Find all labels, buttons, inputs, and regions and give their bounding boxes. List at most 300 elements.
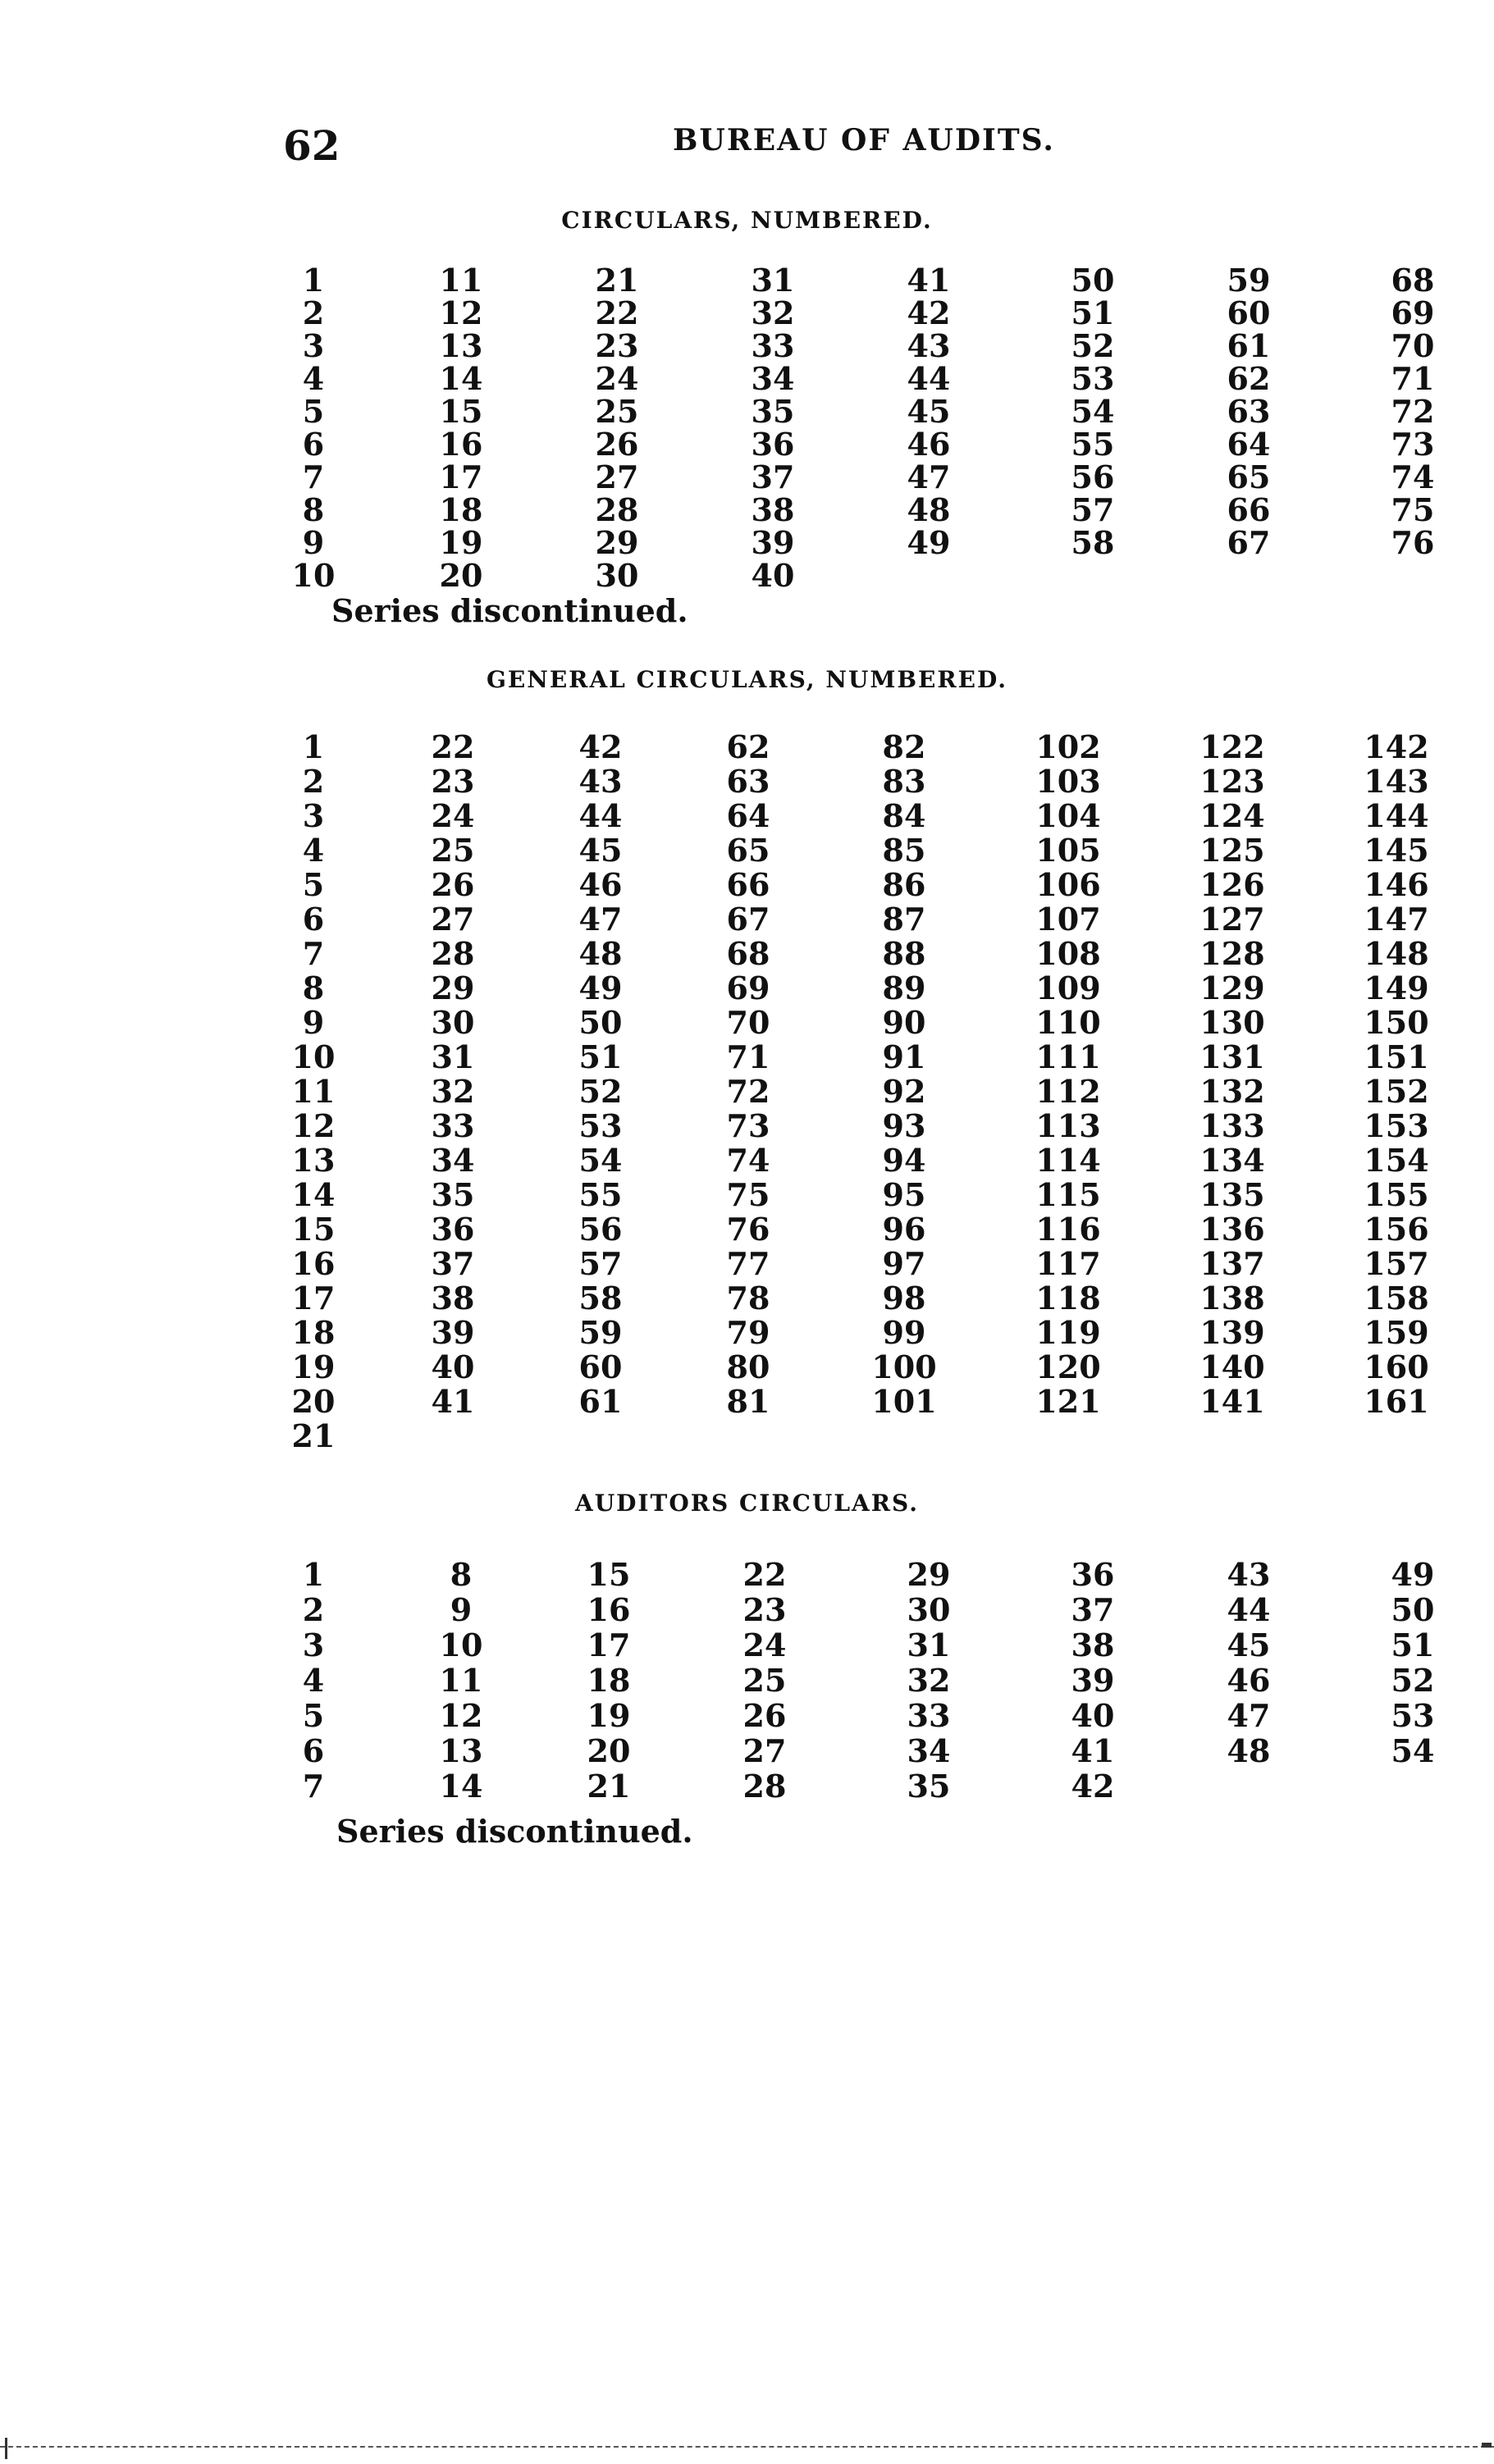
circular-number: 45 (578, 832, 623, 869)
circular-number: 17 (291, 1280, 336, 1316)
circular-number: 154 (1364, 1142, 1429, 1179)
circular-number: 83 (882, 763, 926, 800)
circular-number: 71 (1391, 360, 1435, 397)
circular-number: 16 (587, 1591, 631, 1628)
circular-number: 36 (1071, 1556, 1115, 1593)
circular-number: 18 (439, 491, 483, 528)
circular-number: 95 (882, 1176, 926, 1213)
circular-number: 136 (1199, 1211, 1265, 1248)
circular-number: 56 (1071, 459, 1115, 495)
series-discontinued-note: Series discontinued. (336, 1813, 693, 1850)
circular-number: 110 (1035, 1004, 1101, 1041)
circular-number: 17 (587, 1627, 631, 1663)
circular-number: 8 (302, 970, 325, 1006)
circular-number: 40 (1071, 1697, 1115, 1734)
circular-number: 33 (431, 1107, 475, 1144)
circular-number: 15 (587, 1556, 631, 1593)
circular-number: 41 (431, 1383, 475, 1420)
circular-number: 157 (1364, 1245, 1429, 1282)
circular-number: 42 (907, 294, 951, 331)
circular-number: 29 (595, 524, 639, 561)
circular-number: 10 (291, 1038, 336, 1075)
circular-number: 128 (1199, 935, 1265, 972)
circular-number: 38 (1071, 1627, 1115, 1663)
circular-number: 56 (578, 1211, 623, 1248)
number-column (691, 730, 806, 1419)
circular-number: 60 (578, 1348, 623, 1385)
circular-number: 1 (302, 728, 325, 765)
circular-number: 87 (882, 901, 926, 938)
circular-number: 35 (751, 393, 795, 430)
circular-number: 68 (1391, 262, 1435, 299)
circular-number: 14 (439, 360, 483, 397)
circular-number: 29 (431, 970, 475, 1006)
circular-number: 155 (1364, 1176, 1429, 1213)
page-number: 62 (283, 121, 340, 170)
circular-number: 112 (1035, 1073, 1101, 1110)
circular-number: 20 (439, 557, 483, 594)
circular-number: 21 (587, 1768, 631, 1805)
number-column (1175, 730, 1290, 1419)
circular-number: 62 (1227, 360, 1271, 397)
circular-number: 105 (1035, 832, 1101, 869)
circular-number: 25 (595, 393, 639, 430)
circular-number: 79 (726, 1314, 770, 1351)
circular-number: 5 (302, 1697, 325, 1734)
circular-number: 130 (1199, 1004, 1265, 1041)
circular-number: 124 (1199, 797, 1265, 834)
circular-number: 19 (587, 1697, 631, 1734)
circular-number: 143 (1364, 763, 1429, 800)
circular-number: 48 (1227, 1732, 1271, 1769)
circular-number: 68 (726, 935, 770, 972)
circular-number: 102 (1035, 728, 1101, 765)
circular-number: 63 (726, 763, 770, 800)
circular-number: 22 (595, 294, 639, 331)
circular-number: 43 (907, 327, 951, 364)
circular-number: 27 (742, 1732, 787, 1769)
circular-number: 106 (1035, 866, 1101, 903)
circular-number: 28 (595, 491, 639, 528)
circular-number: 49 (1391, 1556, 1435, 1593)
number-column (395, 730, 510, 1419)
circular-number: 44 (907, 360, 951, 397)
circular-number: 3 (302, 327, 325, 364)
circular-number: 51 (1391, 1627, 1435, 1663)
number-column (256, 1557, 371, 1804)
circular-number: 54 (1391, 1732, 1435, 1769)
circular-number: 47 (578, 901, 623, 938)
circular-number: 13 (291, 1142, 336, 1179)
circular-number: 27 (431, 901, 475, 938)
circular-number: 120 (1035, 1348, 1101, 1385)
circular-number: 11 (439, 262, 483, 299)
circular-number: 34 (907, 1732, 951, 1769)
circular-number: 66 (726, 866, 770, 903)
circular-number: 31 (431, 1038, 475, 1075)
circular-number: 62 (726, 728, 770, 765)
circular-number: 65 (726, 832, 770, 869)
circular-number: 100 (871, 1348, 937, 1385)
circular-number: 49 (578, 970, 623, 1006)
circular-number: 44 (1227, 1591, 1271, 1628)
circular-number: 75 (1391, 491, 1435, 528)
circular-number: 30 (907, 1591, 951, 1628)
number-column (847, 730, 962, 1419)
circular-number: 12 (291, 1107, 336, 1144)
number-column (871, 1557, 986, 1804)
circular-number: 63 (1227, 393, 1271, 430)
circular-number: 23 (742, 1591, 787, 1628)
circular-number: 60 (1227, 294, 1271, 331)
circular-number: 9 (450, 1591, 473, 1628)
circular-number: 92 (882, 1073, 926, 1110)
circular-number: 53 (1391, 1697, 1435, 1734)
circular-number: 24 (742, 1627, 787, 1663)
circular-number: 3 (302, 797, 325, 834)
circular-number: 148 (1364, 935, 1429, 972)
circular-number: 17 (439, 459, 483, 495)
circular-number: 61 (1227, 327, 1271, 364)
circular-number: 109 (1035, 970, 1101, 1006)
circular-number: 115 (1035, 1176, 1101, 1213)
circular-number: 46 (1227, 1662, 1271, 1699)
circular-number: 73 (726, 1107, 770, 1144)
number-column (560, 264, 674, 592)
circular-number: 54 (1071, 393, 1115, 430)
circular-number: 14 (291, 1176, 336, 1213)
circular-number: 1 (302, 262, 325, 299)
circular-number: 43 (1227, 1556, 1271, 1593)
circular-number: 61 (578, 1383, 623, 1420)
circular-number: 6 (302, 901, 325, 938)
circular-number: 119 (1035, 1314, 1101, 1351)
circular-number: 45 (907, 393, 951, 430)
circular-number: 26 (742, 1697, 787, 1734)
circular-number: 28 (431, 935, 475, 972)
circular-number: 10 (291, 557, 336, 594)
circular-number: 48 (578, 935, 623, 972)
circular-number: 34 (751, 360, 795, 397)
circular-number: 52 (578, 1073, 623, 1110)
circular-number: 159 (1364, 1314, 1429, 1351)
circular-number: 11 (291, 1073, 336, 1110)
circular-number: 134 (1199, 1142, 1265, 1179)
circular-number: 8 (450, 1556, 473, 1593)
circular-number: 36 (751, 426, 795, 463)
circular-number: 59 (578, 1314, 623, 1351)
circular-number: 24 (595, 360, 639, 397)
circular-number: 114 (1035, 1142, 1101, 1179)
circular-number: 25 (431, 832, 475, 869)
circular-number: 90 (882, 1004, 926, 1041)
circular-number: 4 (302, 1662, 325, 1699)
circular-number: 33 (907, 1697, 951, 1734)
circular-number: 73 (1391, 426, 1435, 463)
circular-number: 25 (742, 1662, 787, 1699)
circular-number: 66 (1227, 491, 1271, 528)
number-column (404, 264, 519, 592)
circular-number: 36 (431, 1211, 475, 1248)
circular-number: 1 (302, 1556, 325, 1593)
circular-number: 39 (1071, 1662, 1115, 1699)
circular-number: 52 (1391, 1662, 1435, 1699)
circular-number: 147 (1364, 901, 1429, 938)
circular-number: 26 (431, 866, 475, 903)
number-column (871, 264, 986, 559)
circular-number: 13 (439, 1732, 483, 1769)
circular-number: 7 (302, 935, 325, 972)
circular-number: 146 (1364, 866, 1429, 903)
circular-number: 32 (431, 1073, 475, 1110)
circular-number: 6 (302, 426, 325, 463)
circular-number: 65 (1227, 459, 1271, 495)
number-column (543, 730, 658, 1419)
circular-number: 135 (1199, 1176, 1265, 1213)
circular-number: 4 (302, 832, 325, 869)
circular-number: 22 (742, 1556, 787, 1593)
circular-number: 46 (578, 866, 623, 903)
circular-number: 58 (1071, 524, 1115, 561)
circular-number: 59 (1227, 262, 1271, 299)
circular-number: 53 (1071, 360, 1115, 397)
circular-number: 39 (431, 1314, 475, 1351)
number-column (1035, 264, 1150, 559)
circular-number: 45 (1227, 1627, 1271, 1663)
circular-number: 28 (742, 1768, 787, 1805)
running-head: BUREAU OF AUDITS. (673, 123, 1055, 157)
circular-number: 152 (1364, 1073, 1429, 1110)
circular-number: 111 (1035, 1038, 1101, 1075)
circular-number: 13 (439, 327, 483, 364)
circular-number: 74 (1391, 459, 1435, 495)
circular-number: 55 (1071, 426, 1115, 463)
circular-number: 48 (907, 491, 951, 528)
circular-number: 121 (1035, 1383, 1101, 1420)
circular-number: 27 (595, 459, 639, 495)
circular-number: 89 (882, 970, 926, 1006)
circular-number: 67 (1227, 524, 1271, 561)
circular-number: 116 (1035, 1211, 1101, 1248)
circular-number: 131 (1199, 1038, 1265, 1075)
circular-number: 80 (726, 1348, 770, 1385)
circular-number: 93 (882, 1107, 926, 1144)
circular-number: 29 (907, 1556, 951, 1593)
circular-number: 32 (751, 294, 795, 331)
scan-edge-mark (5, 2438, 7, 2459)
circular-number: 3 (302, 1627, 325, 1663)
circular-number: 125 (1199, 832, 1265, 869)
circular-number: 51 (1071, 294, 1115, 331)
circular-number: 161 (1364, 1383, 1429, 1420)
circular-number: 82 (882, 728, 926, 765)
circular-number: 94 (882, 1142, 926, 1179)
circular-number: 47 (1227, 1697, 1271, 1734)
circular-number: 22 (431, 728, 475, 765)
circular-number: 37 (751, 459, 795, 495)
circular-number: 64 (1227, 426, 1271, 463)
series-discontinued-note: Series discontinued. (331, 592, 688, 629)
circular-number: 84 (882, 797, 926, 834)
circular-number: 35 (907, 1768, 951, 1805)
circular-number: 153 (1364, 1107, 1429, 1144)
circular-number: 20 (291, 1383, 336, 1420)
circular-number: 140 (1199, 1348, 1265, 1385)
circular-number: 19 (439, 524, 483, 561)
circular-number: 9 (302, 1004, 325, 1041)
circular-number: 44 (578, 797, 623, 834)
circular-number: 26 (595, 426, 639, 463)
circular-number: 85 (882, 832, 926, 869)
circular-number: 137 (1199, 1245, 1265, 1282)
circular-number: 42 (1071, 1768, 1115, 1805)
circular-number: 6 (302, 1732, 325, 1769)
circular-number: 16 (291, 1245, 336, 1282)
circular-number: 41 (1071, 1732, 1115, 1769)
circular-number: 5 (302, 866, 325, 903)
circular-number: 133 (1199, 1107, 1265, 1144)
circular-number: 30 (431, 1004, 475, 1041)
circular-number: 2 (302, 294, 325, 331)
circular-number: 35 (431, 1176, 475, 1213)
circular-number: 55 (578, 1176, 623, 1213)
circular-number: 2 (302, 763, 325, 800)
circular-number: 16 (439, 426, 483, 463)
circular-number: 50 (1071, 262, 1115, 299)
circular-number: 50 (1391, 1591, 1435, 1628)
circular-number: 107 (1035, 901, 1101, 938)
circular-number: 118 (1035, 1280, 1101, 1316)
circular-number: 33 (751, 327, 795, 364)
circular-number: 14 (439, 1768, 483, 1805)
number-column (1035, 1557, 1150, 1804)
circular-number: 7 (302, 459, 325, 495)
circular-number: 151 (1364, 1038, 1429, 1075)
circular-number: 43 (578, 763, 623, 800)
circular-number: 70 (1391, 327, 1435, 364)
circular-number: 41 (907, 262, 951, 299)
circular-number: 72 (1391, 393, 1435, 430)
number-column (551, 1557, 666, 1804)
section-title-circulars: CIRCULARS, NUMBERED. (561, 207, 933, 234)
circular-number: 76 (1391, 524, 1435, 561)
circular-number: 132 (1199, 1073, 1265, 1110)
circular-number: 67 (726, 901, 770, 938)
circular-number: 71 (726, 1038, 770, 1075)
circular-number: 74 (726, 1142, 770, 1179)
circular-number: 158 (1364, 1280, 1429, 1316)
circular-number: 127 (1199, 901, 1265, 938)
circular-number: 58 (578, 1280, 623, 1316)
circular-number: 23 (595, 327, 639, 364)
circular-number: 50 (578, 1004, 623, 1041)
circular-number: 12 (439, 294, 483, 331)
circular-number: 39 (751, 524, 795, 561)
circular-number: 42 (578, 728, 623, 765)
number-column (1191, 1557, 1306, 1768)
circular-number: 52 (1071, 327, 1115, 364)
circular-number: 139 (1199, 1314, 1265, 1351)
number-column (256, 264, 371, 592)
circular-number: 145 (1364, 832, 1429, 869)
circular-number: 5 (302, 393, 325, 430)
circular-number: 15 (439, 393, 483, 430)
circular-number: 96 (882, 1211, 926, 1248)
circular-number: 19 (291, 1348, 336, 1385)
circular-number: 38 (431, 1280, 475, 1316)
circular-number: 160 (1364, 1348, 1429, 1385)
circular-number: 34 (431, 1142, 475, 1179)
circular-number: 113 (1035, 1107, 1101, 1144)
circular-number: 32 (907, 1662, 951, 1699)
circular-number: 126 (1199, 866, 1265, 903)
circular-number: 57 (1071, 491, 1115, 528)
circular-number: 10 (439, 1627, 483, 1663)
circular-number: 122 (1199, 728, 1265, 765)
circular-number: 37 (431, 1245, 475, 1282)
circular-number: 144 (1364, 797, 1429, 834)
circular-number: 40 (431, 1348, 475, 1385)
circular-number: 81 (726, 1383, 770, 1420)
circular-number: 78 (726, 1280, 770, 1316)
circular-number: 76 (726, 1211, 770, 1248)
circular-number: 138 (1199, 1280, 1265, 1316)
page-edge-rule (0, 2446, 1494, 2448)
circular-number: 64 (726, 797, 770, 834)
circular-number: 70 (726, 1004, 770, 1041)
circular-number: 2 (302, 1591, 325, 1628)
circular-number: 156 (1364, 1211, 1429, 1248)
circular-number: 150 (1364, 1004, 1429, 1041)
circular-number: 18 (291, 1314, 336, 1351)
circular-number: 69 (1391, 294, 1435, 331)
circular-number: 108 (1035, 935, 1101, 972)
circular-number: 40 (751, 557, 795, 594)
number-column (1011, 730, 1126, 1419)
circular-number: 47 (907, 459, 951, 495)
circular-number: 21 (595, 262, 639, 299)
number-column (1355, 264, 1470, 559)
circular-number: 24 (431, 797, 475, 834)
circular-number: 12 (439, 1697, 483, 1734)
circular-number: 30 (595, 557, 639, 594)
circular-number: 11 (439, 1662, 483, 1699)
circular-number: 7 (302, 1768, 325, 1805)
circular-number: 97 (882, 1245, 926, 1282)
circular-number: 129 (1199, 970, 1265, 1006)
circular-number: 72 (726, 1073, 770, 1110)
circular-number: 103 (1035, 763, 1101, 800)
circular-number: 77 (726, 1245, 770, 1282)
circular-number: 142 (1364, 728, 1429, 765)
circular-number: 75 (726, 1176, 770, 1213)
circular-number: 57 (578, 1245, 623, 1282)
circular-number: 31 (751, 262, 795, 299)
circular-number: 21 (291, 1417, 336, 1454)
circular-number: 8 (302, 491, 325, 528)
number-column (1355, 1557, 1470, 1768)
circular-number: 141 (1199, 1383, 1265, 1420)
circular-number: 49 (907, 524, 951, 561)
circular-number: 51 (578, 1038, 623, 1075)
circular-number: 86 (882, 866, 926, 903)
number-column (256, 730, 371, 1453)
scan-edge-mark (1482, 2443, 1492, 2448)
number-column (1339, 730, 1454, 1419)
circular-number: 99 (882, 1314, 926, 1351)
circular-number: 15 (291, 1211, 336, 1248)
circular-number: 31 (907, 1627, 951, 1663)
